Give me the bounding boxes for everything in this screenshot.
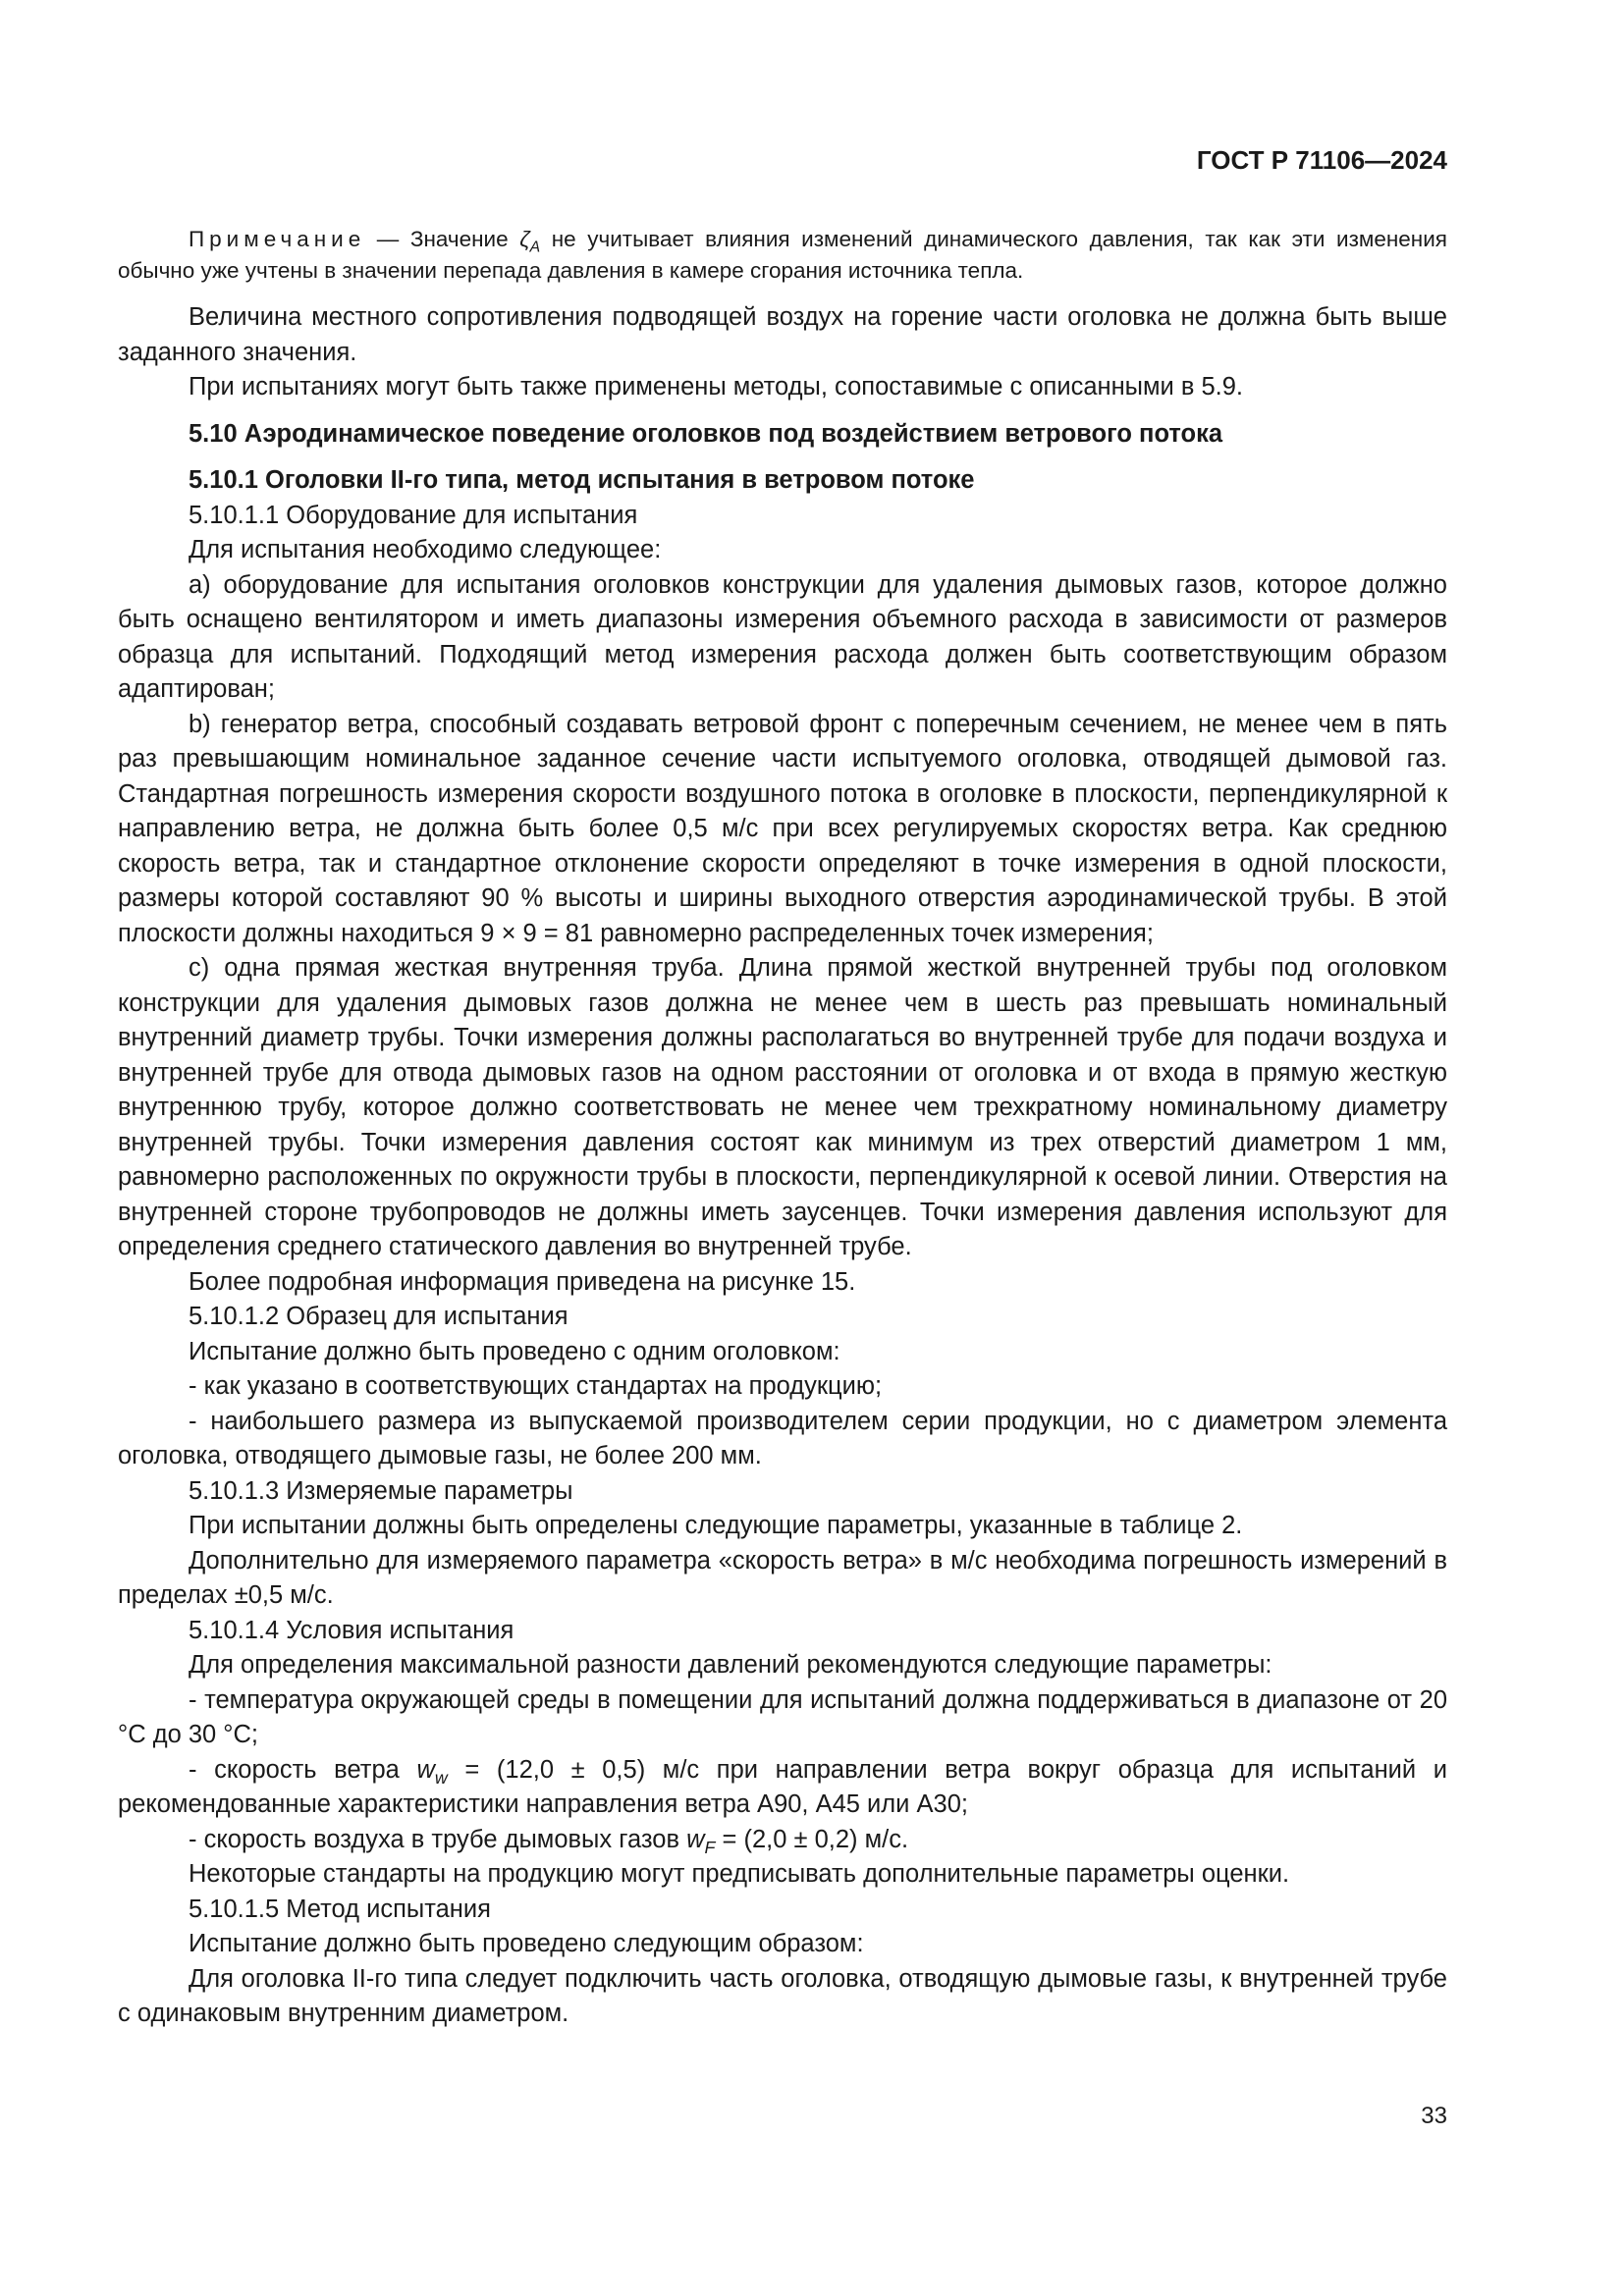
flue-speed-label: - скорость воздуха в трубе дымовых газов (189, 1825, 687, 1853)
section-5-10-1-2-title: 5.10.1.2 Образец для испытания (189, 1303, 568, 1330)
zeta-symbol: ζ (519, 227, 530, 251)
section-5-10-title: 5.10 Аэродинамическое поведение оголовков под воздействием ветрового потока (189, 419, 1223, 448)
section-5-10-1-5-title: 5.10.1.5 Метод испытания (189, 1895, 491, 1923)
wind-speed-symbol: w (416, 1755, 435, 1784)
conditions-item-temperature: - температура окружающей среды в помещении для испытаний должна поддерживаться в диапазоне от 20 °С до 30 °С; (118, 1685, 1447, 1748)
note-dash: — Значение (365, 227, 520, 251)
method-paragraph: Для оголовка II-го типа следует подключить часть оголовка, отводящую дымовые газы, к внутренней трубе с одинаковым внутренним диаметром. (118, 1964, 1447, 2027)
note-lead: Примечание (189, 227, 366, 251)
section-5-10-1-3-title: 5.10.1.3 Измеряемые параметры (189, 1476, 573, 1505)
conditions-item-flue-speed (118, 1823, 1447, 1858)
flue-speed-symbol: w (686, 1825, 705, 1853)
note-paragraph (118, 224, 1447, 287)
section-5-10-1-1-title: 5.10.1.1 Оборудование для испытания (189, 501, 638, 529)
paragraph-methods: При испытаниях могут быть также применены методы, сопоставимые с описанными в 5.9. (189, 373, 1244, 400)
section-5-10-1-title: 5.10.1 Оголовки II-го типа, метод испытания в ветровом потоке (189, 466, 975, 494)
note-text: не учитывает влияния изменений динамического давления, так как эти изменения обычно уже учтены в значении перепада давления в камере сгорания источника тепла. (118, 227, 1447, 283)
equipment-item-c: с) одна прямая жесткая внутренняя труба. Длина прямой жесткой внутренней трубы под оголовком конструкции для удаления дымовых газов должна не менее чем в шесть раз превышать номинальный внутренний диаметр трубы. Точки измерения должны располагаться во внутренней трубе для подачи воздуха и внутренней трубе для отвода дымовых газов на одном расстоянии от оголовка и от входа в прямую жесткую внутреннюю трубу, которое должно соответствовать не менее чем трехкратному номинальному диаметру внутренней трубы. Точки измерения давления состоят как минимум из трех отверстий диаметром 1 мм, равномерно расположенных по окружности трубы в плоскости, перпендикулярной к осевой линии. Отверстия на внутренней стороне трубопроводов не должны иметь заусенцев. Точки измерения давления используют для определения среднего статического давления во внутренней трубе. (118, 954, 1447, 1260)
paragraph-resistance: Величина местного сопротивления подводящей воздух на горение части оголовка не должна быть выше заданного значения. (118, 303, 1447, 366)
equipment-intro: Для испытания необходимо следующее: (189, 536, 662, 563)
sample-item-2: - наибольшего размера из выпускаемой производителем серии продукции, но с диаметром элемента оголовка, отводящего дымовые газы, не более 200 мм. (118, 1407, 1447, 1469)
wind-speed-label: - скорость ветра (189, 1755, 417, 1784)
sample-item-1: - как указано в соответствующих стандартах на продукцию; (189, 1372, 883, 1400)
sample-intro: Испытание должно быть проведено с одним оголовком: (189, 1337, 840, 1365)
parameters-paragraph: При испытании должны быть определены следующие параметры, указанные в таблице 2. (189, 1512, 1243, 1539)
zeta-subscript: A (529, 239, 541, 256)
conditions-closing: Некоторые стандарты на продукцию могут предписывать дополнительные параметры оценки. (189, 1860, 1290, 1888)
wind-accuracy-paragraph: Дополнительно для измеряемого параметра «скорость ветра» в м/с необходима погрешность измерений в пределах ±0,5 м/с. (118, 1546, 1447, 1609)
equipment-item-a: а) оборудование для испытания оголовков конструкции для удаления дымовых газов, которое должно быть оснащено вентилятором и иметь диапазоны измерения объемного расхода в зависимости от размеров образца для испытаний. Подходящий метод измерения расхода должен быть соответствующим образом адаптирован; (118, 570, 1447, 703)
method-intro: Испытание должно быть проведено следующим образом: (189, 1930, 864, 1957)
document-body (118, 224, 1447, 2032)
figure-reference: Более подробная информация приведена на рисунке 15. (189, 1267, 856, 1296)
conditions-item-wind-speed (118, 1753, 1447, 1823)
flue-speed-subscript: F (704, 1837, 716, 1857)
section-5-10-1-4-title: 5.10.1.4 Условия испытания (189, 1616, 514, 1644)
document-page (118, 0, 1447, 2296)
document-header: ГОСТ Р 71106—2024 (1196, 145, 1447, 175)
flue-speed-text: = (2,0 ± 0,2) м/с. (715, 1825, 909, 1853)
wind-speed-subscript: w (434, 1767, 448, 1788)
page-number: 33 (1421, 2103, 1447, 2129)
conditions-intro: Для определения максимальной разности давлений рекомендуются следующие параметры: (189, 1651, 1272, 1679)
equipment-item-b: b) генератор ветра, способный создавать ветровой фронт с поперечным сечением, не менее чем в пять раз превышающим номинальное заданное сечение части испытуемого оголовка, отводящей дымовой газ. Стандартная погрешность измерения скорости воздушного потока в оголовке в плоскости, перпендикулярной к направлению ветра, не должна быть более 0,5 м/с при всех регулируемых скоростях ветра. Как среднюю скорость ветра, так и стандартное отклонение скорости определяют в точке измерения в одной плоскости, размеры которой составляют 90 % высоты и ширины выходного отверстия аэродинамической трубы. В этой плоскости должны находиться 9 × 9 = 81 равномерно распределенных точек измерения; (118, 710, 1447, 947)
wind-speed-text: = (12,0 ± 0,5) м/с при направлении ветра вокруг образца для испытаний и рекомендованные характеристики направления ветра А90, А45 или А30; (118, 1755, 1448, 1818)
